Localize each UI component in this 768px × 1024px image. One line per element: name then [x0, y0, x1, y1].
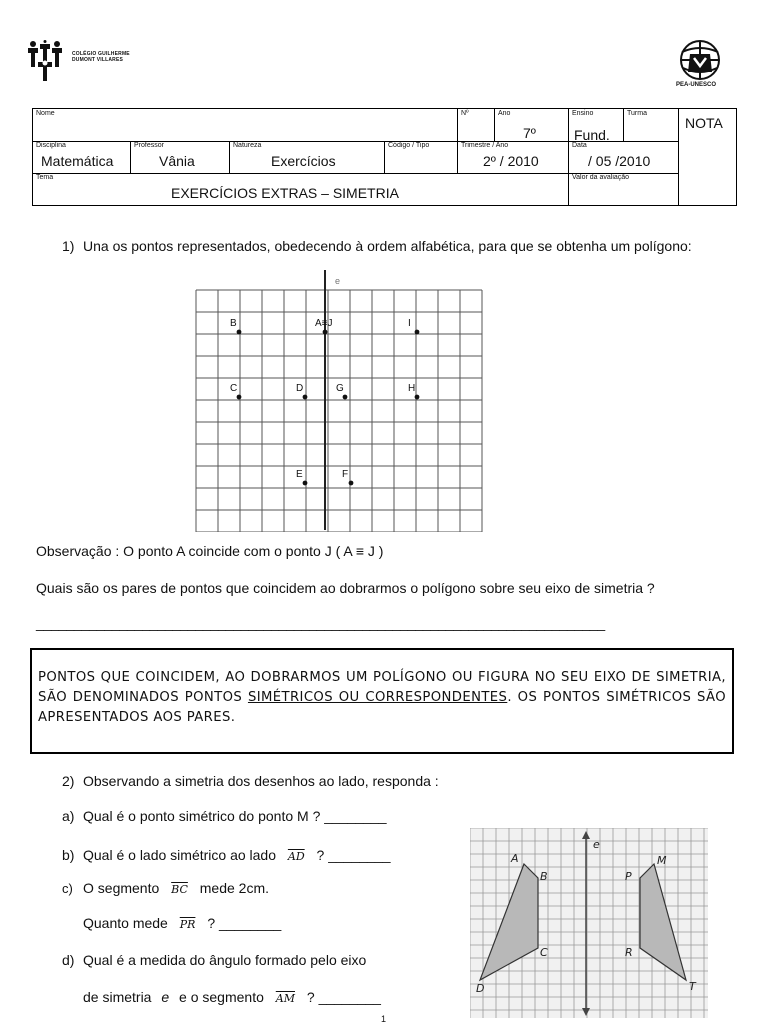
- data-value: / 05 /2010: [588, 153, 651, 169]
- q1-point-label: B: [230, 318, 237, 329]
- q2d-letter: d): [62, 952, 75, 968]
- q1-point-label: A≡J: [315, 318, 333, 329]
- natureza-label: Natureza: [233, 142, 262, 149]
- q2b-letter: b): [62, 847, 75, 863]
- q1-point-dot: [237, 395, 242, 400]
- globe-icon: [670, 38, 732, 82]
- q1-point-label: D: [296, 383, 304, 394]
- nome-label: Nome: [36, 110, 55, 117]
- professor-value: Vânia: [159, 153, 195, 169]
- q1-point-dot: [237, 330, 242, 335]
- fig-label-C: C: [540, 946, 548, 959]
- q2d2-segment: $\overline{AM}$: [275, 992, 295, 1005]
- school-logo: [28, 40, 138, 88]
- q2c2-pre: Quanto mede: [83, 915, 168, 931]
- trimestre-value: 2º / 2010: [483, 153, 539, 169]
- q2-number: 2): [62, 773, 75, 789]
- q2-figure-svg: [470, 828, 708, 1018]
- q1-point-dot: [303, 481, 308, 486]
- professor-label: Professor: [134, 142, 164, 149]
- q2c2-post: ? ________: [207, 915, 282, 931]
- q2b-segment: $\overline{AD}$: [287, 850, 305, 863]
- q1-point-dot: [323, 330, 328, 335]
- q2c-line: [83, 880, 269, 898]
- answer-line: ___________________________________________________________________________: [36, 615, 605, 631]
- q1-axis-label: e: [335, 276, 341, 286]
- unesco-logo: [670, 38, 732, 94]
- ano-value: 7º: [523, 125, 536, 141]
- fig-label-P: P: [625, 870, 632, 883]
- ensino-label: Ensino: [572, 110, 594, 117]
- q2b-pre: Qual é o lado simétrico ao lado: [83, 847, 276, 863]
- q2-text: Observando a simetria dos desenhos ao lado, responda :: [83, 773, 439, 789]
- q1-grid-figure: [192, 270, 492, 537]
- q2d2-line: [83, 989, 381, 1007]
- school-logo-icon: [28, 40, 72, 84]
- unesco-logo-text: PEA-UNESCO: [676, 82, 717, 88]
- data-label: Data: [572, 142, 587, 149]
- fig-label-M: M: [657, 854, 667, 867]
- definition-text: [38, 668, 726, 728]
- q2-figure: [470, 828, 708, 1023]
- q2b-line: [83, 847, 391, 865]
- disciplina-label: Disciplina: [36, 142, 66, 149]
- definition-box: [30, 648, 734, 754]
- q1-point-dot: [349, 481, 354, 486]
- q2d2-axis: e: [161, 989, 170, 1005]
- nota-label: NOTA: [685, 115, 723, 131]
- q2d2-post: ? ________: [306, 989, 381, 1005]
- fig-label-e: e: [593, 838, 600, 851]
- fig-label-B: B: [540, 870, 548, 883]
- q1-point-dot: [343, 395, 348, 400]
- q2c2-segment: $\overline{PR}$: [179, 918, 196, 931]
- q1-grid-svg: [192, 270, 492, 532]
- ensino-value: Fund.: [574, 127, 610, 143]
- definition-underlined: SIMÉTRICOS OU CORRESPONDENTES: [247, 690, 508, 705]
- q1-point-label: I: [408, 318, 411, 329]
- q2c-pre: O segmento: [83, 880, 160, 896]
- trimestre-label: Trimestre / Ano: [461, 142, 509, 149]
- page-number: 1: [381, 1014, 387, 1024]
- q1-point-label: G: [336, 383, 344, 394]
- q2b-post: ? ________: [316, 847, 391, 863]
- q1-text: Una os pontos representados, obedecendo à ordem alfabética, para que se obtenha um polígono:: [83, 238, 692, 254]
- q1-point-dot: [415, 330, 420, 335]
- q2c2-line: [83, 915, 281, 933]
- tema-value: EXERCÍCIOS EXTRAS – SIMETRIA: [171, 185, 399, 201]
- header-table: [32, 108, 737, 206]
- q1-point-label: H: [408, 383, 416, 394]
- q2c-letter: c): [62, 881, 73, 896]
- pergunta-pares: Quais são os pares de pontos que coincidem ao dobrarmos o polígono sobre seu eixo de simetria ?: [36, 580, 655, 596]
- q1-point-label: C: [230, 383, 238, 394]
- definition-part2: . OS PONTOS SIMÉTRICOS SÃO APRESENTADOS AOS PARES.: [38, 690, 727, 725]
- q2d-text: Qual é a medida do ângulo formado pelo eixo: [83, 952, 367, 968]
- fig-label-D: D: [476, 982, 485, 995]
- q1-point-label: E: [296, 469, 303, 480]
- q1-point-label: F: [342, 469, 349, 480]
- q2d2-mid: e o segmento: [179, 989, 264, 1005]
- q2c-segment: $\overline{BC}$: [171, 883, 188, 896]
- disciplina-value: Matemática: [41, 153, 114, 169]
- q2a-text: Qual é o ponto simétrico do ponto M ? ________: [83, 808, 387, 824]
- turma-label: Turma: [627, 110, 647, 117]
- natureza-value: Exercícios: [271, 153, 336, 169]
- q2a-letter: a): [62, 808, 75, 824]
- q2d2-pre: de simetria: [83, 989, 152, 1005]
- fig-label-T: T: [689, 980, 696, 993]
- q1-point-dot: [303, 395, 308, 400]
- observacao-text: Observação : O ponto A coincide com o ponto J ( A ≡ J ): [36, 543, 384, 559]
- fig-label-A: A: [511, 852, 519, 865]
- q1-number: 1): [62, 238, 75, 254]
- tema-label: Tema: [36, 174, 54, 181]
- numero-label: Nº: [461, 110, 469, 117]
- q1-point-dot: [415, 395, 420, 400]
- fig-label-R: R: [625, 946, 633, 959]
- ano-label: Ano: [498, 110, 511, 117]
- valor-label: Valor da avaliação: [572, 174, 630, 181]
- school-logo-text: COLÉGIO GUILHERME DUMONT VILLARES: [72, 51, 130, 63]
- definition-part1: PONTOS QUE COINCIDEM, AO DOBRARMOS UM POLÍGONO OU FIGURA NO SEU EIXO DE SIMETRIA, SÃO DENOMINADOS PONTOS: [38, 670, 726, 705]
- q2c-post: mede 2cm.: [199, 880, 270, 896]
- codigo-label: Código / Tipo: [388, 142, 430, 149]
